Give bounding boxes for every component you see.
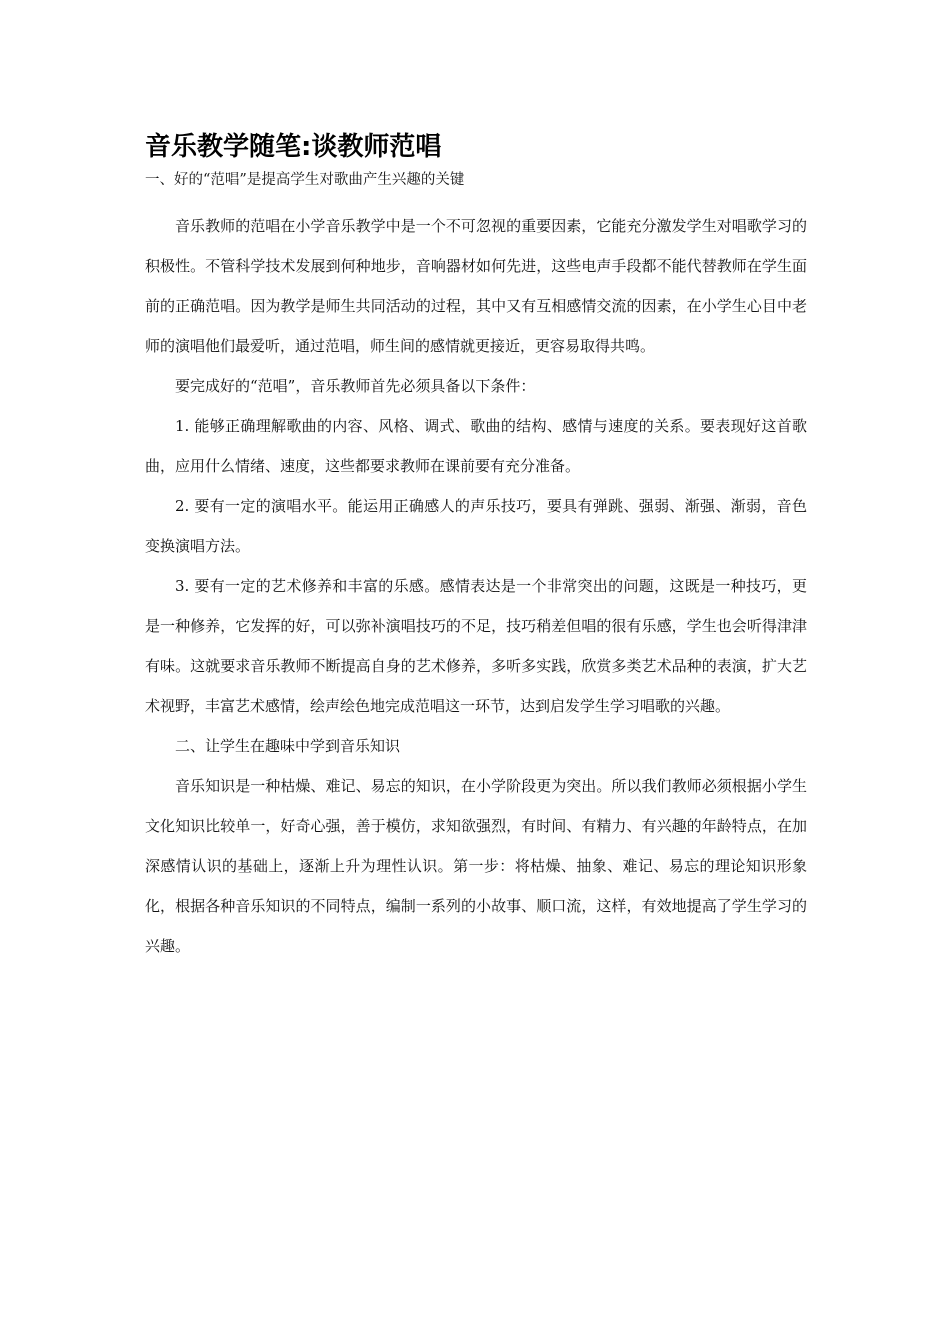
paragraph-condition-1: 1. 能够正确理解歌曲的内容、风格、调式、歌曲的结构、感情与速度的关系。要表现好这首歌曲，应用什么情绪、速度，这些都要求教师在课前要有充分准备。 [145, 417, 807, 475]
section-2-heading: 二、让学生在趣味中学到音乐知识 [175, 737, 401, 755]
paragraph-conditions-lead: 要完成好的“范唱”，音乐教师首先必须具备以下条件： [175, 377, 536, 395]
paragraph-music-knowledge: 音乐知识是一种枯燥、难记、易忘的知识，在小学阶段更为突出。所以我们教师必须根据小学生文化知识比较单一，好奇心强，善于模仿，求知欲强烈，有时间、有精力、有兴趣的年龄特点，在加深感情认识的基础上，逐渐上升为理性认识。第一步：将枯燥、抽象、难记、易忘的理论知识形象化，根据各种音乐知识的不同特点，编制一系列的小故事、顺口流，这样，有效地提高了学生学习的兴趣。 [145, 777, 807, 955]
section-1-heading: 一、好的“范唱”是提高学生对歌曲产生兴趣的关键 [145, 172, 465, 188]
document-body [145, 128, 807, 966]
paragraph-intro: 音乐教师的范唱在小学音乐教学中是一个不可忽视的重要因素，它能充分激发学生对唱歌学习的积极性。不管科学技术发展到何种地步，音响器材如何先进，这些电声手段都不能代替教师在学生面前的正确范唱。因为教学是师生共同活动的过程，其中又有互相感情交流的因素，在小学生心目中老师的演唱他们最爱听，通过范唱，师生间的感情就更接近，更容易取得共鸣。 [145, 217, 807, 355]
paragraph-condition-3: 3. 要有一定的艺术修养和丰富的乐感。感情表达是一个非常突出的问题，这既是一种技巧，更是一种修养，它发挥的好，可以弥补演唱技巧的不足，技巧稍差但唱的很有乐感，学生也会听得津津有味。这就要求音乐教师不断提高自身的艺术修养，多听多实践，欣赏多类艺术品种的表演，扩大艺术视野，丰富艺术感情，绘声绘色地完成范唱这一环节，达到启发学生学习唱歌的兴趣。 [145, 577, 807, 715]
paragraph-condition-2: 2. 要有一定的演唱水平。能运用正确感人的声乐技巧，要具有弹跳、强弱、渐强、渐弱，音色变换演唱方法。 [145, 497, 807, 555]
document-title: 音乐教学随笔:谈教师范唱 [145, 132, 442, 162]
